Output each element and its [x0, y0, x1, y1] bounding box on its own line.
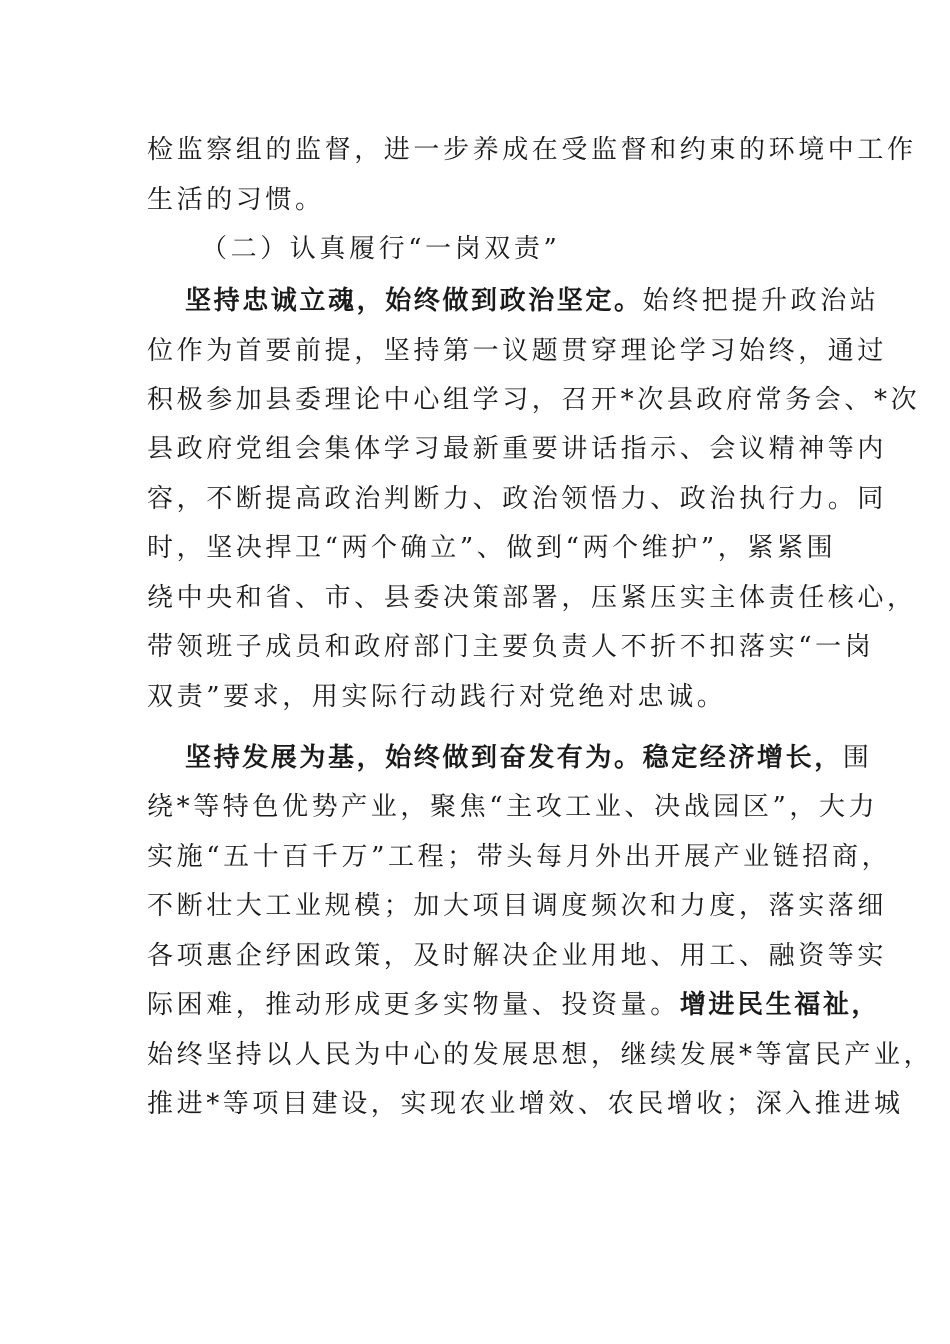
text-line [147, 130, 917, 170]
text-run: 县政府党组会集体学习最新重要讲话指示、会议精神等内 [147, 434, 888, 464]
text-run: 生活的习惯。 [147, 185, 325, 215]
text-line [147, 787, 879, 827]
text-run: 不断壮大工业规模；加大项目调度频次和力度，落实落细 [147, 891, 888, 921]
text-line [147, 837, 892, 877]
text-line [147, 331, 888, 371]
text-line [147, 1035, 934, 1075]
text-run: 始终把提升政治站 [642, 286, 880, 316]
text-line [147, 677, 817, 717]
bold-lead: 坚持发展为基，始终做到奋发有为。稳定经济增长， [185, 743, 843, 773]
text-run: 检监察组的监督，进一步养成在受监督和约束的环境中工作 [147, 135, 917, 165]
text-line [147, 886, 888, 926]
text-run: 积极参加县委理论中心组学习，召开*次县政府常务会、*次 [147, 385, 921, 415]
text-line [147, 1084, 904, 1124]
text-run: 推进*等项目建设，实现农业增效、农民增收；深入推进城 [147, 1089, 904, 1119]
text-line [185, 281, 880, 321]
bold-lead: 增进民生福祉， [679, 990, 881, 1020]
text-run: 时，坚决捍卫“两个确立”、做到“两个维护”，紧紧围 [147, 533, 837, 563]
text-run: 带领班子成员和政府部门主要负责人不折不扣落实“一岗 [147, 632, 875, 662]
text-run: 位作为首要前提，坚持第一议题贯穿理论学习始终，通过 [147, 336, 888, 366]
text-run: 绕*等特色优势产业，聚焦“主攻工业、决战园区”，大力 [147, 792, 879, 822]
text-run: 绕中央和省、市、县委决策部署，压紧压实主体责任核心， [147, 583, 917, 613]
text-run: 围 [842, 743, 873, 773]
text-run: 容，不断提高政治判断力、政治领悟力、政治执行力。同 [147, 484, 888, 514]
text-line [147, 528, 837, 568]
text-run: （二）认真履行“一岗双责” [201, 234, 561, 264]
text-run: 双责”要求，用实际行动践行对党绝对忠诚。 [147, 682, 727, 712]
text-line [147, 578, 917, 618]
text-line [147, 985, 881, 1025]
bold-lead: 坚持忠诚立魂，始终做到政治坚定。 [185, 286, 643, 316]
text-line [147, 429, 888, 469]
text-run: 各项惠企纾困政策，及时解决企业用地、用工、融资等实 [147, 941, 888, 971]
text-run: 际困难，推动形成更多实物量、投资量。 [147, 990, 680, 1020]
section-heading [201, 229, 871, 269]
text-line [147, 627, 875, 667]
text-line [185, 738, 873, 778]
text-run: 始终坚持以人民为中心的发展思想，继续发展*等富民产业， [147, 1040, 934, 1070]
text-line [147, 380, 921, 420]
text-line [147, 180, 817, 220]
text-run: 实施“五十百千万”工程；带头每月外出开展产业链招商， [147, 842, 892, 872]
text-line [147, 936, 888, 976]
text-line [147, 479, 888, 519]
